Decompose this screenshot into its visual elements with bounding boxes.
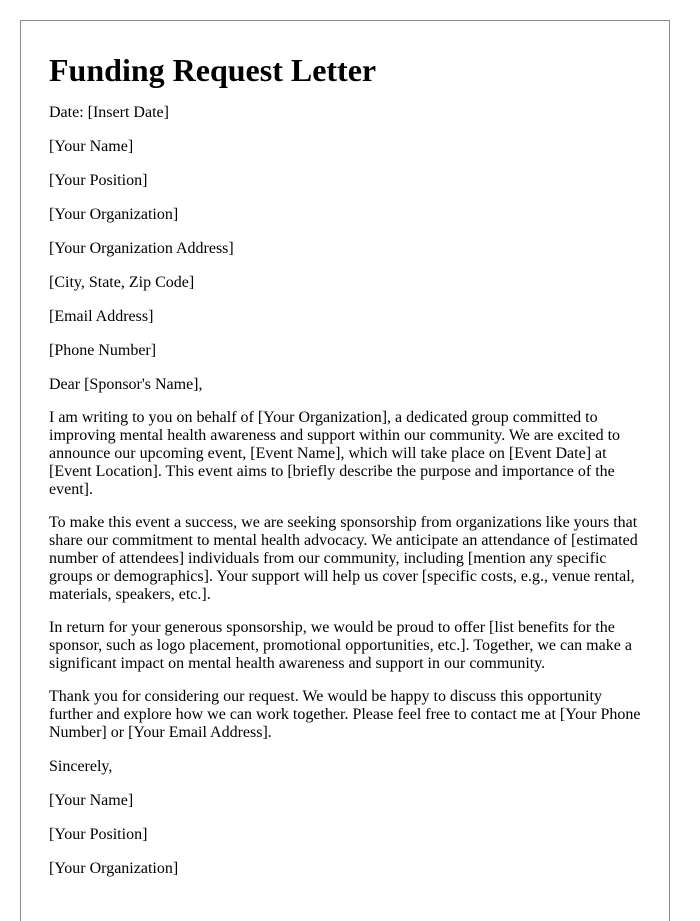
body-paragraph-intro: I am writing to you on behalf of [Your Organization], a dedicated group committed to improving mental health awareness and support within our community. We are excited to announce our upcoming event, [Event Name], which will take place on [Event Date] at [Event Location]. This event aims to [briefly describe the purpose and importance of the event].: [49, 409, 621, 498]
body-paragraph-thanks: Thank you for considering our request. We would be happy to discuss this opportunity further and explore how we can work together. Please feel free to contact me at [Your Phone Number] or [Your Email Address].: [49, 688, 641, 741]
date-line: Date: [Insert Date]: [49, 104, 169, 121]
sender-email: [Email Address]: [49, 308, 154, 325]
letter-title: Funding Request Letter: [49, 52, 377, 88]
signature-organization: [Your Organization]: [49, 860, 179, 877]
letter-page: [20, 20, 670, 921]
body-paragraph-benefits: In return for your generous sponsorship, we would be proud to offer [list benefits for the sponsor, such as logo placement, promotional opportunities, etc.]. Together, we can make a significant impact on mental health awareness and support in our community.: [49, 619, 632, 672]
sender-phone: [Phone Number]: [49, 342, 157, 359]
sender-position: [Your Position]: [49, 172, 148, 189]
body-paragraph-sponsorship: To make this event a success, we are seeking sponsorship from organizations like yours that share our commitment to mental health advocacy. We anticipate an attendance of [estimated number of attendees] individuals from our community, including [mention any specific groups or demographics]. Your support will help us cover [specific costs, e.g., venue rental, materials, speakers, etc.].: [49, 514, 638, 603]
sender-address: [Your Organization Address]: [49, 240, 234, 257]
closing: Sincerely,: [49, 758, 113, 775]
sender-city-state-zip: [City, State, Zip Code]: [49, 274, 195, 291]
salutation: Dear [Sponsor's Name],: [49, 376, 203, 393]
signature-position: [Your Position]: [49, 826, 148, 843]
signature-name: [Your Name]: [49, 792, 134, 809]
sender-organization: [Your Organization]: [49, 206, 179, 223]
sender-name: [Your Name]: [49, 138, 134, 155]
